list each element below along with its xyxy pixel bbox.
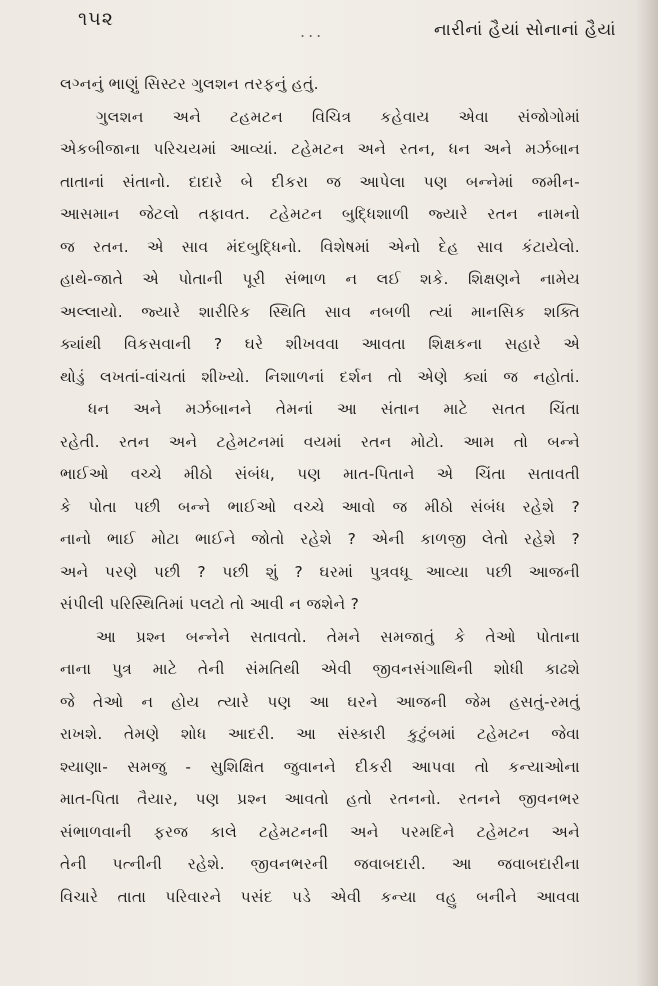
header-dots: ...: [300, 22, 325, 41]
text-line: તાતાનાં સંતાનો. દાદારે બે દીકરા જ આપેલા પણ બન્નેમાં જમીન-: [60, 172, 580, 191]
text-line: સંભાળવાની ફરજ કાલે ટહેમટનની અને પરમદિને ટહેમટન અને: [60, 822, 580, 841]
text-line: શ્યાણા- સમજુ - સુશિક્ષિત જુવાનને દીકરી આપવા તો કન્યાઓના: [60, 757, 580, 776]
text-line: અલ્લાયો. જ્યારે શારીરિક સ્થિતિ સાવ નબળી ત્યાં માનસિક શક્તિ: [60, 302, 580, 321]
text-line: નાના પુત્ર માટે તેની સંમતિથી એવી જીવનસંગાથિની શોધી કાઢશે: [60, 660, 580, 678]
text-line: જે તેઓ ન હોય ત્યારે પણ આ ઘરને આજની જેમ હસતું-રમતું: [60, 692, 580, 711]
page-edge-shadow: [636, 0, 658, 986]
text-line: આસમાન જેટલો તફાવત. ટહેમટન બુદ્ધિશાળી જ્યારે રતન નામનો: [60, 205, 580, 223]
text-line: એકબીજાના પરિચયમાં આવ્યાં. ટહેમટન અને રતન, ધન અને મર્ઝબાન: [60, 140, 580, 158]
text-line: હાથે-જાતે એ પોતાની પૂરી સંભાળ ન લઈ શકે. શિક્ષણને નામેય: [60, 270, 580, 288]
text-line: લગ્નનું ભાણું સિસ્ટર ગુલશન તરફનું હતું.: [60, 75, 319, 93]
body-text: [60, 68, 580, 913]
text-line: નાનો ભાઈ મોટા ભાઈને જોતો રહેશે ? એની કાળજી લેતો રહેશે ?: [60, 530, 580, 548]
text-line: કે પોતા પછી બન્ને ભાઈઓ વચ્ચે આવો જ મીઠો સંબંધ રહેશે ?: [60, 497, 580, 516]
running-title: નારીનાં હૈયાં સોનાનાં હૈયાં: [433, 20, 616, 40]
text-line: માત-પિતા તૈયાર, પણ પ્રશ્ન આવતો હતો રતનનો. રતનને જીવનભર: [60, 790, 580, 808]
page-number: ૧૫૨: [78, 8, 114, 30]
page-header: [0, 0, 658, 60]
text-line: તેની પત્નીની રહેશે. જીવનભરની જવાબદારી. આ જવાબદારીના: [60, 855, 580, 873]
paragraph-first-line: ગુલશન અને ટહમટન વિચિત્ર કહેવાય એવા સંજોગોમાં: [96, 107, 580, 126]
text-line: થોડું લખતાં-વાંચતાં શીખ્યો. નિશાળનાં દર્શન તો એણે ક્યાં જ નહોતાં.: [60, 367, 580, 386]
text-line: ક્યાંથી વિકસવાની ? ઘરે શીખવવા આવતા શિક્ષકના સહારે એ: [60, 335, 580, 353]
text-line: વિચારે તાતા પરિવારને પસંદ પડે એવી કન્યા વહુ બનીને આવવા: [60, 887, 580, 906]
paragraph-first-line: આ પ્રશ્ન બન્નેને સતાવતો. તેમને સમજાતું કે તેઓ પોતાના: [96, 627, 580, 646]
text-line: અને પરણે પછી ? પછી શું ? ઘરમાં પુત્રવધૂ આવ્યા પછી આજની: [60, 562, 580, 581]
text-line: ભાઈઓ વચ્ચે મીઠો સંબંધ, પણ માત-પિતાને એ ચિંતા સતાવતી: [60, 465, 580, 483]
paragraph-first-line: ધન અને મર્ઝબાનને તેમનાં આ સંતાન માટે સતત ચિંતા: [88, 400, 580, 418]
text-line: રહેતી. રતન અને ટહેમટનમાં વયમાં રતન મોટો. આમ તો બન્ને: [60, 432, 580, 451]
text-line: રાખશે. તેમણે શોધ આદરી. આ સંસ્કારી કુટુંબમાં ટહેમટન જેવા: [60, 725, 580, 743]
text-line: સંપીલી પરિસ્થિતિમાં પલટો તો આવી ન જશેને ?: [60, 595, 360, 613]
text-line: જ રતન. એ સાવ મંદબુદ્ધિનો. વિશેષમાં એનો દેહ સાવ કંટાયેલો.: [60, 237, 580, 256]
